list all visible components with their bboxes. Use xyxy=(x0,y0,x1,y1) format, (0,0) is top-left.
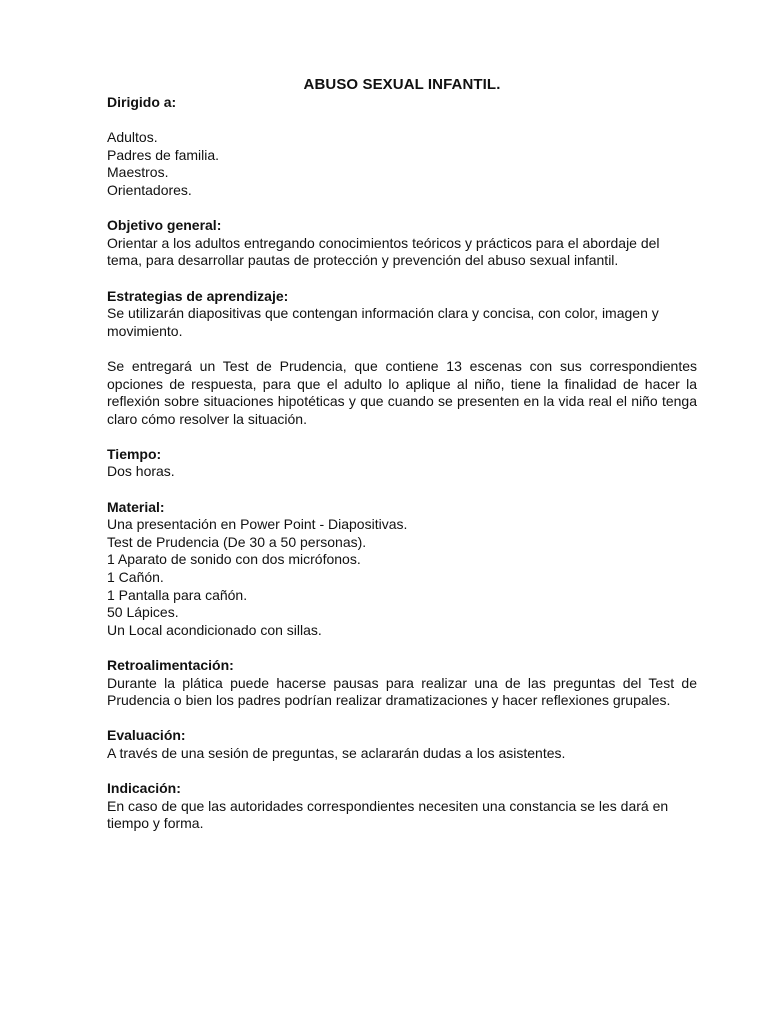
material-item: 1 Cañón. xyxy=(107,569,164,586)
spacer xyxy=(107,340,697,358)
estrategias-paragraph-1: Se utilizarán diapositivas que contengan información clara y concisa, con color, imagen y movimiento. xyxy=(107,305,659,339)
heading-evaluacion: Evaluación: xyxy=(107,727,186,744)
heading-objetivo: Objetivo general: xyxy=(107,217,222,234)
spacer xyxy=(107,200,697,218)
spacer xyxy=(107,270,697,288)
indicacion-text: En caso de que las autoridades correspondientes necesiten una constancia se les dará en tiempo y forma. xyxy=(107,797,669,832)
material-item: Un Local acondicionado con sillas. xyxy=(107,621,322,638)
heading-material: Material: xyxy=(107,498,165,515)
section-dirigido xyxy=(107,94,697,200)
objetivo-text: Orientar a los adultos entregando conocimientos teóricos y prácticos para el abordaje del tema, para desarrollar pautas de protección y prevención del abuso sexual infantil. xyxy=(107,234,660,269)
heading-tiempo: Tiempo: xyxy=(107,445,162,462)
spacer xyxy=(107,710,697,728)
heading-indicacion: Indicación: xyxy=(107,780,181,797)
audience-item: Orientadores. xyxy=(107,181,192,198)
section-retroalimentacion xyxy=(107,657,697,710)
material-item: 50 Lápices. xyxy=(107,604,179,621)
section-indicacion xyxy=(107,780,697,833)
document-body xyxy=(107,76,697,833)
section-tiempo xyxy=(107,446,697,481)
estrategias-paragraph-2: Se entregará un Test de Prudencia, que contiene 13 escenas con sus correspondientes opciones de respuesta, para que el adulto lo aplique al niño, tiene la finalidad de hacer la reflexión sobre situaciones hipotéticas y que cuando se presenten en la vida real el niño tenga claro cómo resolver la situación. xyxy=(107,357,697,427)
audience-item: Padres de familia. xyxy=(107,146,220,163)
material-item: Test de Prudencia (De 30 a 50 personas). xyxy=(107,533,367,550)
document-title: ABUSO SEXUAL INFANTIL. xyxy=(303,76,501,93)
material-item: 1 Pantalla para cañón. xyxy=(107,586,248,603)
spacer xyxy=(107,763,697,781)
audience-item: Adultos. xyxy=(107,129,158,146)
spacer xyxy=(107,481,697,499)
heading-dirigido: Dirigido a: xyxy=(107,94,177,110)
section-objetivo xyxy=(107,217,697,270)
material-item: Una presentación en Power Point - Diapositivas. xyxy=(107,516,408,533)
spacer xyxy=(107,639,697,657)
section-evaluacion xyxy=(107,727,697,762)
spacer xyxy=(107,428,697,446)
evaluacion-text: A través de una sesión de preguntas, se aclararán dudas a los asistentes. xyxy=(107,744,566,761)
spacer xyxy=(107,112,697,130)
heading-retroalimentacion: Retroalimentación: xyxy=(107,657,234,673)
section-material xyxy=(107,499,697,640)
audience-item: Maestros. xyxy=(107,164,169,181)
retroalimentacion-text: Durante la plática puede hacerse pausas para realizar una de las preguntas del Test de Prudencia o bien los padres podrían realizar dramatizaciones y hacer reflexiones grupales. xyxy=(107,674,697,709)
heading-estrategias: Estrategias de aprendizaje: xyxy=(107,287,289,304)
section-estrategias xyxy=(107,288,697,429)
tiempo-text: Dos horas. xyxy=(107,463,175,480)
material-item: 1 Aparato de sonido con dos micrófonos. xyxy=(107,551,361,568)
